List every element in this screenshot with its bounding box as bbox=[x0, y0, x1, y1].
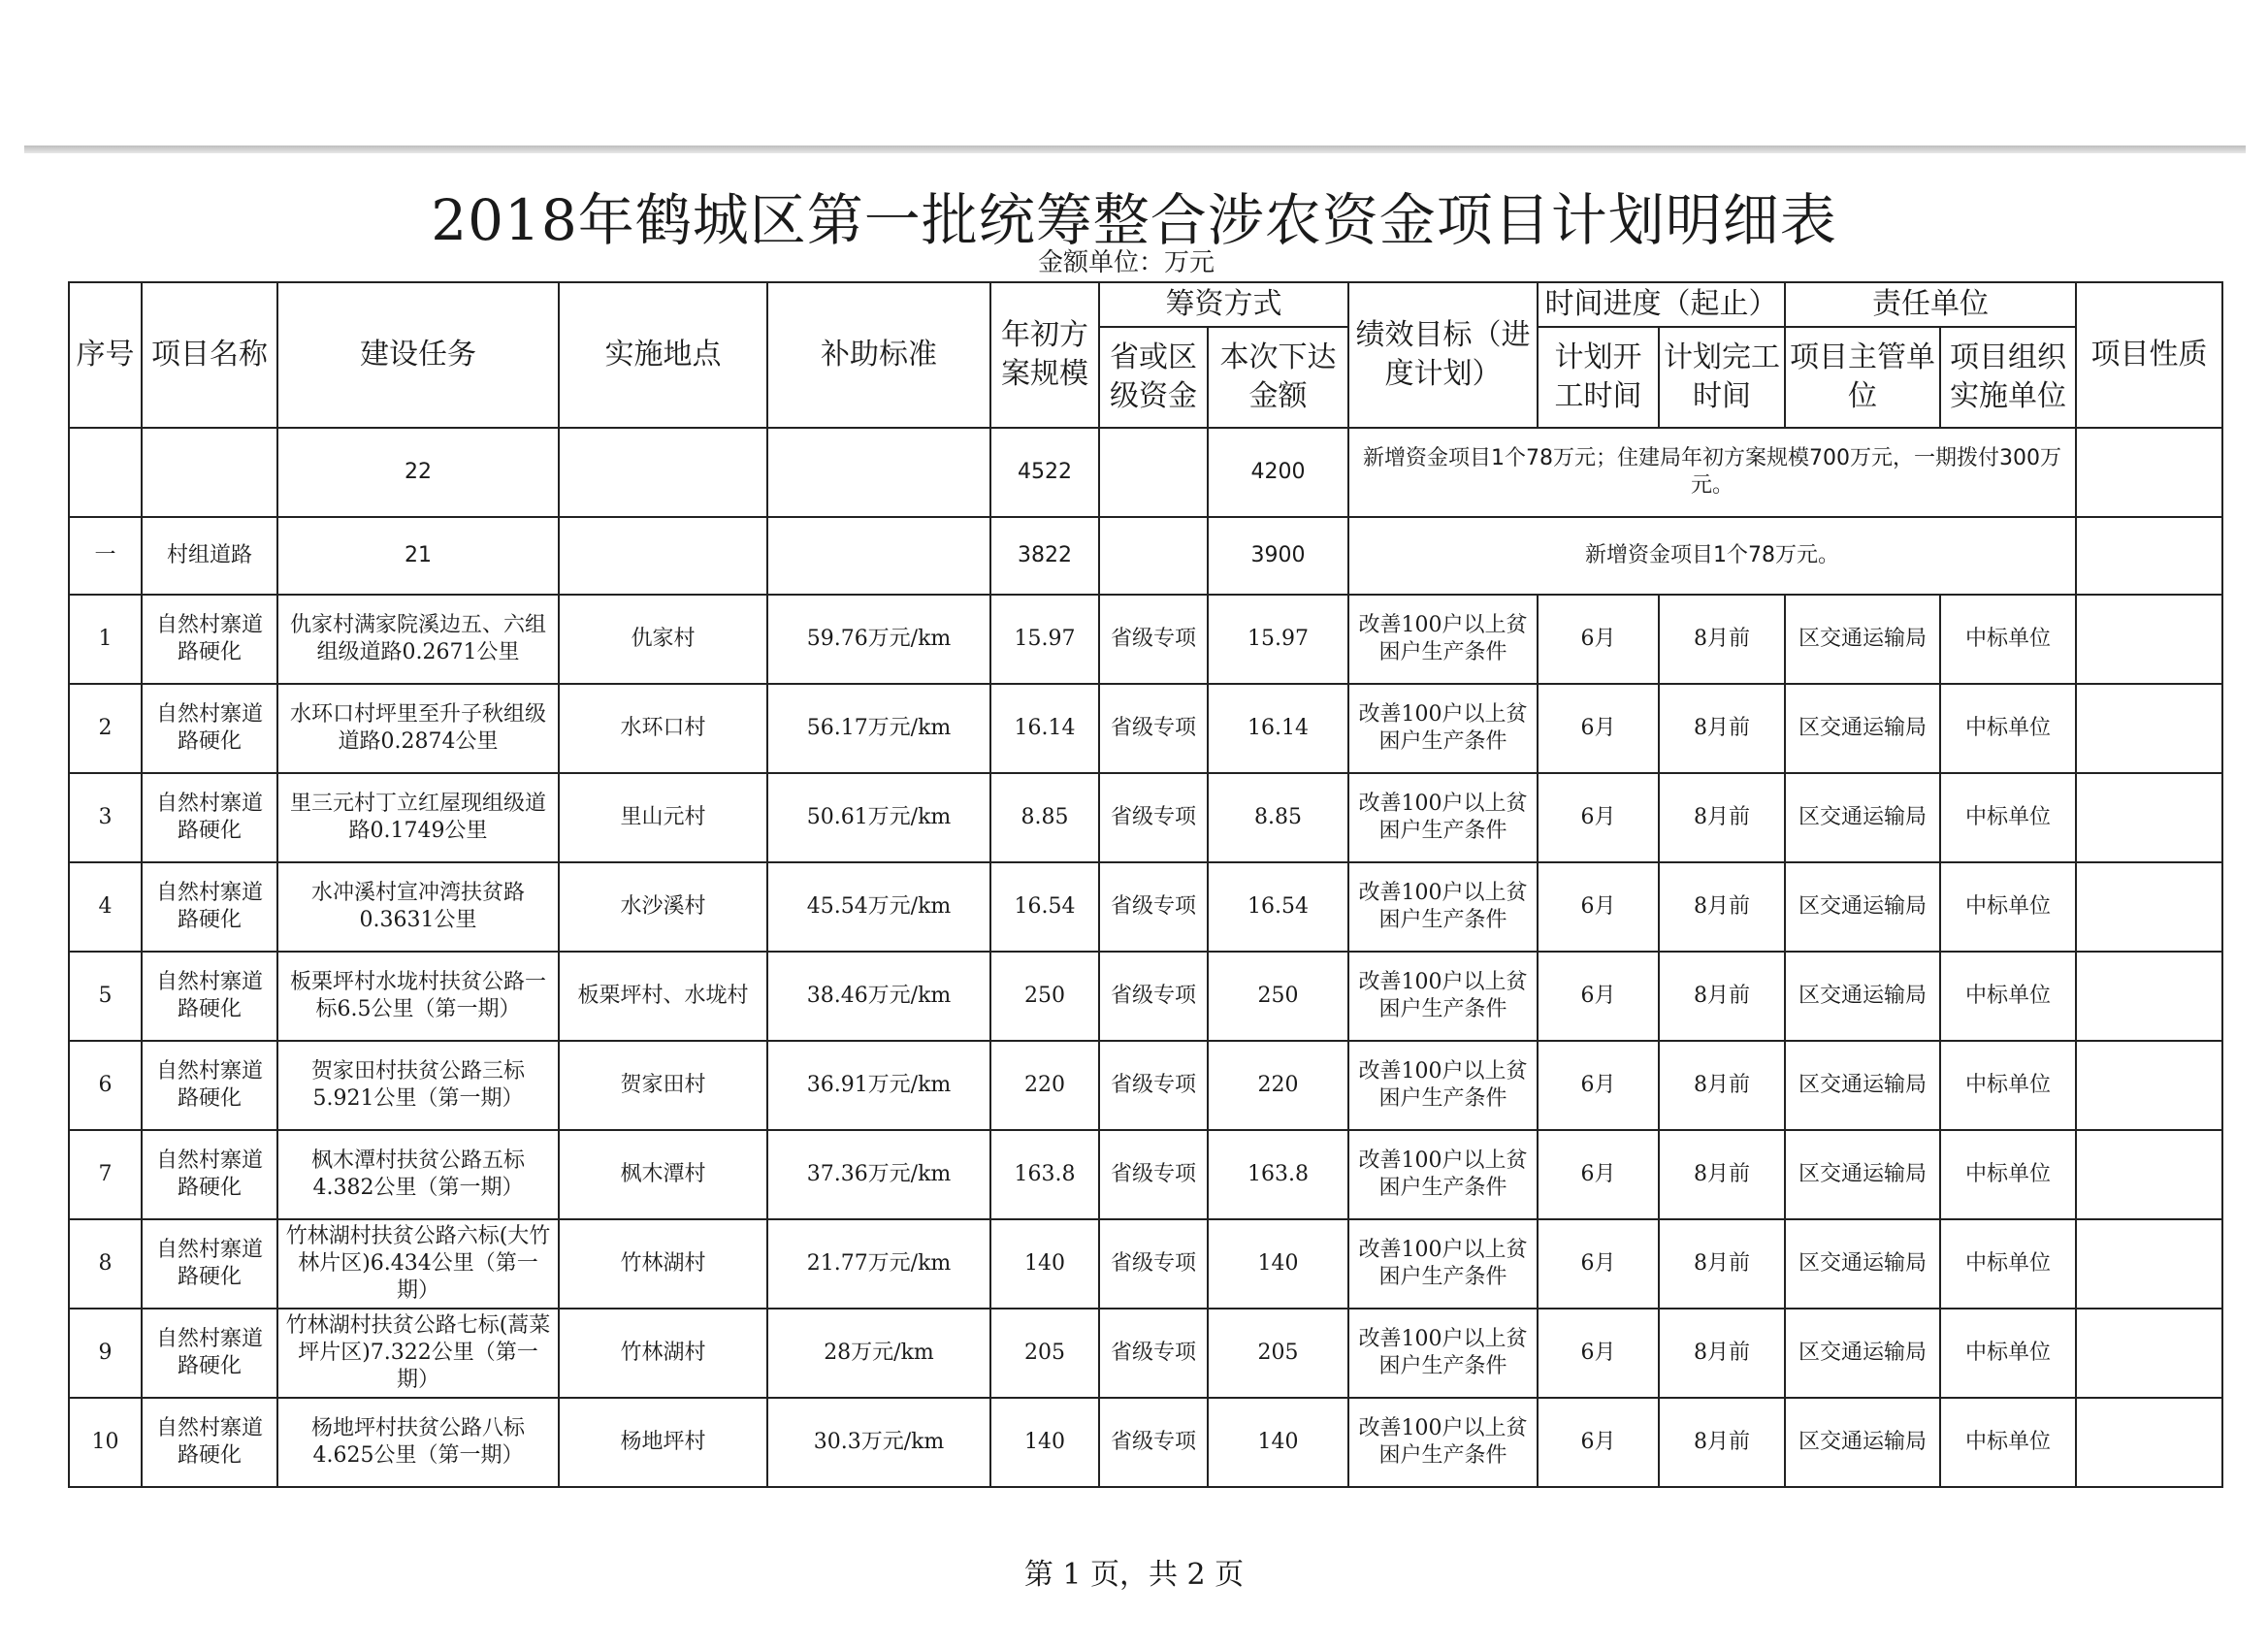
cell-task: 里三元村丁立红屋现组级道路0.1749公里 bbox=[277, 773, 559, 862]
cell-place: 水沙溪村 bbox=[559, 862, 767, 952]
table-row bbox=[69, 1309, 2222, 1398]
header-place: 实施地点 bbox=[559, 282, 767, 428]
cell-target: 改善100户以上贫困户生产条件 bbox=[1348, 862, 1538, 952]
cell-seq: 3 bbox=[69, 773, 142, 862]
cell-start: 6月 bbox=[1538, 1041, 1659, 1130]
table-row bbox=[69, 952, 2222, 1041]
cell-scale: 163.8 bbox=[990, 1130, 1099, 1219]
cell-start: 6月 bbox=[1538, 1130, 1659, 1219]
cell-standard: 45.54万元/km bbox=[767, 862, 990, 952]
cell-implementer: 中标单位 bbox=[1940, 773, 2076, 862]
group-row bbox=[69, 517, 2222, 595]
cell-province: 省级专项 bbox=[1099, 952, 1208, 1041]
cell-seq: 6 bbox=[69, 1041, 142, 1130]
cell-scale: 140 bbox=[990, 1398, 1099, 1487]
cell-nature bbox=[2076, 952, 2222, 1041]
cell-nature bbox=[2076, 1309, 2222, 1398]
cell-place: 竹林湖村 bbox=[559, 1309, 767, 1398]
cell-place: 水环口村 bbox=[559, 684, 767, 773]
document-title: 2018年鹤城区第一批统筹整合涉农资金项目计划明细表 bbox=[431, 187, 1837, 253]
cell-end: 8月前 bbox=[1659, 1219, 1785, 1309]
cell-standard: 56.17万元/km bbox=[767, 684, 990, 773]
cell-province: 省级专项 bbox=[1099, 773, 1208, 862]
total-task: 22 bbox=[277, 428, 559, 517]
cell-province: 省级专项 bbox=[1099, 862, 1208, 952]
page-footer: 第 1 页，共 2 页 bbox=[1023, 1558, 1245, 1592]
cell-implementer: 中标单位 bbox=[1940, 1398, 2076, 1487]
cell-nature bbox=[2076, 595, 2222, 684]
header-supervisor: 项目主管单位 bbox=[1785, 327, 1940, 428]
header-standard: 补助标准 bbox=[767, 282, 990, 428]
cell-place: 贺家田村 bbox=[559, 1041, 767, 1130]
cell-standard: 30.3万元/km bbox=[767, 1398, 990, 1487]
cell-target: 改善100户以上贫困户生产条件 bbox=[1348, 952, 1538, 1041]
cell-scale: 8.85 bbox=[990, 773, 1099, 862]
cell-amount: 220 bbox=[1208, 1041, 1348, 1130]
cell-target: 改善100户以上贫困户生产条件 bbox=[1348, 595, 1538, 684]
cell-supervisor: 区交通运输局 bbox=[1785, 684, 1940, 773]
cell-nature bbox=[2076, 684, 2222, 773]
cell-standard: 21.77万元/km bbox=[767, 1219, 990, 1309]
cell-start: 6月 bbox=[1538, 595, 1659, 684]
total-scale: 4522 bbox=[990, 428, 1099, 517]
cell-nature bbox=[2076, 1130, 2222, 1219]
cell-scale: 16.14 bbox=[990, 684, 1099, 773]
cell-start: 6月 bbox=[1538, 1219, 1659, 1309]
cell-scale: 250 bbox=[990, 952, 1099, 1041]
cell-province: 省级专项 bbox=[1099, 1219, 1208, 1309]
cell-place: 竹林湖村 bbox=[559, 1219, 767, 1309]
cell-task: 杨地坪村扶贫公路八标4.625公里（第一期） bbox=[277, 1398, 559, 1487]
amount-unit: 金额单位：万元 bbox=[1038, 248, 1215, 277]
cell-nature bbox=[2076, 862, 2222, 952]
cell-task: 竹林湖村扶贫公路六标(大竹林片区)6.434公里（第一期） bbox=[277, 1219, 559, 1309]
cell-name: 自然村寨道路硬化 bbox=[142, 684, 277, 773]
cell-amount: 163.8 bbox=[1208, 1130, 1348, 1219]
header-scale: 年初方案规模 bbox=[990, 282, 1099, 428]
header-end: 计划完工时间 bbox=[1659, 327, 1785, 428]
table-row bbox=[69, 595, 2222, 684]
cell-nature bbox=[2076, 1219, 2222, 1309]
cell-amount: 140 bbox=[1208, 1219, 1348, 1309]
cell-province: 省级专项 bbox=[1099, 1309, 1208, 1398]
cell-name: 自然村寨道路硬化 bbox=[142, 1130, 277, 1219]
cell-supervisor: 区交通运输局 bbox=[1785, 773, 1940, 862]
cell-scale: 220 bbox=[990, 1041, 1099, 1130]
cell-standard: 36.91万元/km bbox=[767, 1041, 990, 1130]
cell-amount: 16.14 bbox=[1208, 684, 1348, 773]
table-row bbox=[69, 1219, 2222, 1309]
cell-seq: 5 bbox=[69, 952, 142, 1041]
cell-name: 自然村寨道路硬化 bbox=[142, 952, 277, 1041]
cell-province: 省级专项 bbox=[1099, 1398, 1208, 1487]
cell-task: 板栗坪村水垅村扶贫公路一标6.5公里（第一期） bbox=[277, 952, 559, 1041]
cell-start: 6月 bbox=[1538, 862, 1659, 952]
cell-start: 6月 bbox=[1538, 684, 1659, 773]
cell-task: 枫木潭村扶贫公路五标4.382公里（第一期） bbox=[277, 1130, 559, 1219]
header-funding: 筹资方式 bbox=[1099, 282, 1348, 327]
cell-target: 改善100户以上贫困户生产条件 bbox=[1348, 1309, 1538, 1398]
cell-task: 仇家村满家院溪边五、六组组级道路0.2671公里 bbox=[277, 595, 559, 684]
cell-place: 里山元村 bbox=[559, 773, 767, 862]
cell-end: 8月前 bbox=[1659, 1309, 1785, 1398]
group-note: 新增资金项目1个78万元。 bbox=[1348, 517, 2076, 595]
cell-seq: 10 bbox=[69, 1398, 142, 1487]
cell-scale: 140 bbox=[990, 1219, 1099, 1309]
cell-province: 省级专项 bbox=[1099, 1130, 1208, 1219]
cell-supervisor: 区交通运输局 bbox=[1785, 1041, 1940, 1130]
cell-name: 自然村寨道路硬化 bbox=[142, 595, 277, 684]
cell-end: 8月前 bbox=[1659, 595, 1785, 684]
group-scale: 3822 bbox=[990, 517, 1099, 595]
cell-amount: 205 bbox=[1208, 1309, 1348, 1398]
cell-end: 8月前 bbox=[1659, 1398, 1785, 1487]
table-row bbox=[69, 1041, 2222, 1130]
cell-seq: 2 bbox=[69, 684, 142, 773]
cell-province: 省级专项 bbox=[1099, 1041, 1208, 1130]
cell-standard: 38.46万元/km bbox=[767, 952, 990, 1041]
cell-supervisor: 区交通运输局 bbox=[1785, 1219, 1940, 1309]
cell-nature bbox=[2076, 1041, 2222, 1130]
header-implementer: 项目组织实施单位 bbox=[1940, 327, 2076, 428]
header-name: 项目名称 bbox=[142, 282, 277, 428]
cell-name: 自然村寨道路硬化 bbox=[142, 1398, 277, 1487]
total-row bbox=[69, 428, 2222, 517]
cell-standard: 59.76万元/km bbox=[767, 595, 990, 684]
cell-scale: 205 bbox=[990, 1309, 1099, 1398]
cell-place: 枫木潭村 bbox=[559, 1130, 767, 1219]
project-table bbox=[68, 281, 2223, 1488]
cell-place: 杨地坪村 bbox=[559, 1398, 767, 1487]
cell-implementer: 中标单位 bbox=[1940, 595, 2076, 684]
header-task: 建设任务 bbox=[277, 282, 559, 428]
header-funding-province: 省或区级资金 bbox=[1099, 327, 1208, 428]
cell-start: 6月 bbox=[1538, 952, 1659, 1041]
cell-supervisor: 区交通运输局 bbox=[1785, 1309, 1940, 1398]
cell-start: 6月 bbox=[1538, 1309, 1659, 1398]
cell-standard: 28万元/km bbox=[767, 1309, 990, 1398]
cell-province: 省级专项 bbox=[1099, 595, 1208, 684]
cell-implementer: 中标单位 bbox=[1940, 1219, 2076, 1309]
cell-target: 改善100户以上贫困户生产条件 bbox=[1348, 1219, 1538, 1309]
cell-end: 8月前 bbox=[1659, 952, 1785, 1041]
cell-implementer: 中标单位 bbox=[1940, 1309, 2076, 1398]
cell-name: 自然村寨道路硬化 bbox=[142, 1309, 277, 1398]
cell-amount: 15.97 bbox=[1208, 595, 1348, 684]
cell-seq: 8 bbox=[69, 1219, 142, 1309]
cell-nature bbox=[2076, 1398, 2222, 1487]
header-funding-amount: 本次下达金额 bbox=[1208, 327, 1348, 428]
cell-target: 改善100户以上贫困户生产条件 bbox=[1348, 1041, 1538, 1130]
cell-standard: 37.36万元/km bbox=[767, 1130, 990, 1219]
header-start: 计划开工时间 bbox=[1538, 327, 1659, 428]
cell-start: 6月 bbox=[1538, 773, 1659, 862]
table-row bbox=[69, 1398, 2222, 1487]
cell-seq: 9 bbox=[69, 1309, 142, 1398]
cell-task: 贺家田村扶贫公路三标5.921公里（第一期） bbox=[277, 1041, 559, 1130]
cell-end: 8月前 bbox=[1659, 684, 1785, 773]
cell-seq: 4 bbox=[69, 862, 142, 952]
group-amount: 3900 bbox=[1208, 517, 1348, 595]
table-row bbox=[69, 773, 2222, 862]
scan-edge bbox=[24, 146, 2246, 153]
cell-implementer: 中标单位 bbox=[1940, 1130, 2076, 1219]
cell-scale: 16.54 bbox=[990, 862, 1099, 952]
cell-task: 竹林湖村扶贫公路七标(蒿菜坪片区)7.322公里（第一期） bbox=[277, 1309, 559, 1398]
group-name: 村组道路 bbox=[142, 517, 277, 595]
cell-name: 自然村寨道路硬化 bbox=[142, 773, 277, 862]
cell-supervisor: 区交通运输局 bbox=[1785, 1398, 1940, 1487]
cell-target: 改善100户以上贫困户生产条件 bbox=[1348, 1130, 1538, 1219]
cell-target: 改善100户以上贫困户生产条件 bbox=[1348, 1398, 1538, 1487]
cell-implementer: 中标单位 bbox=[1940, 684, 2076, 773]
cell-province: 省级专项 bbox=[1099, 684, 1208, 773]
cell-seq: 1 bbox=[69, 595, 142, 684]
cell-implementer: 中标单位 bbox=[1940, 862, 2076, 952]
table-row bbox=[69, 684, 2222, 773]
total-amount: 4200 bbox=[1208, 428, 1348, 517]
table-row bbox=[69, 862, 2222, 952]
cell-implementer: 中标单位 bbox=[1940, 1041, 2076, 1130]
header-seq: 序号 bbox=[69, 282, 142, 428]
cell-seq: 7 bbox=[69, 1130, 142, 1219]
cell-task: 水冲溪村宣冲湾扶贫路0.3631公里 bbox=[277, 862, 559, 952]
cell-end: 8月前 bbox=[1659, 773, 1785, 862]
header-responsible: 责任单位 bbox=[1785, 282, 2076, 327]
cell-amount: 140 bbox=[1208, 1398, 1348, 1487]
total-note: 新增资金项目1个78万元；住建局年初方案规模700万元，一期拨付300万元。 bbox=[1348, 428, 2076, 517]
header-target: 绩效目标（进度计划） bbox=[1348, 282, 1538, 428]
cell-start: 6月 bbox=[1538, 1398, 1659, 1487]
cell-amount: 16.54 bbox=[1208, 862, 1348, 952]
cell-supervisor: 区交通运输局 bbox=[1785, 595, 1940, 684]
cell-end: 8月前 bbox=[1659, 1130, 1785, 1219]
cell-place: 板栗坪村、水垅村 bbox=[559, 952, 767, 1041]
cell-supervisor: 区交通运输局 bbox=[1785, 862, 1940, 952]
cell-standard: 50.61万元/km bbox=[767, 773, 990, 862]
cell-name: 自然村寨道路硬化 bbox=[142, 1219, 277, 1309]
cell-supervisor: 区交通运输局 bbox=[1785, 1130, 1940, 1219]
group-task: 21 bbox=[277, 517, 559, 595]
cell-target: 改善100户以上贫困户生产条件 bbox=[1348, 773, 1538, 862]
cell-amount: 8.85 bbox=[1208, 773, 1348, 862]
cell-name: 自然村寨道路硬化 bbox=[142, 1041, 277, 1130]
cell-target: 改善100户以上贫困户生产条件 bbox=[1348, 684, 1538, 773]
cell-task: 水环口村坪里至升子秋组级道路0.2874公里 bbox=[277, 684, 559, 773]
header-schedule: 时间进度（起止） bbox=[1538, 282, 1785, 327]
header-nature: 项目性质 bbox=[2076, 282, 2222, 428]
cell-place: 仇家村 bbox=[559, 595, 767, 684]
cell-end: 8月前 bbox=[1659, 862, 1785, 952]
cell-supervisor: 区交通运输局 bbox=[1785, 952, 1940, 1041]
cell-amount: 250 bbox=[1208, 952, 1348, 1041]
group-seq: 一 bbox=[69, 517, 142, 595]
cell-nature bbox=[2076, 773, 2222, 862]
table-row bbox=[69, 1130, 2222, 1219]
cell-name: 自然村寨道路硬化 bbox=[142, 862, 277, 952]
cell-scale: 15.97 bbox=[990, 595, 1099, 684]
cell-end: 8月前 bbox=[1659, 1041, 1785, 1130]
cell-implementer: 中标单位 bbox=[1940, 952, 2076, 1041]
